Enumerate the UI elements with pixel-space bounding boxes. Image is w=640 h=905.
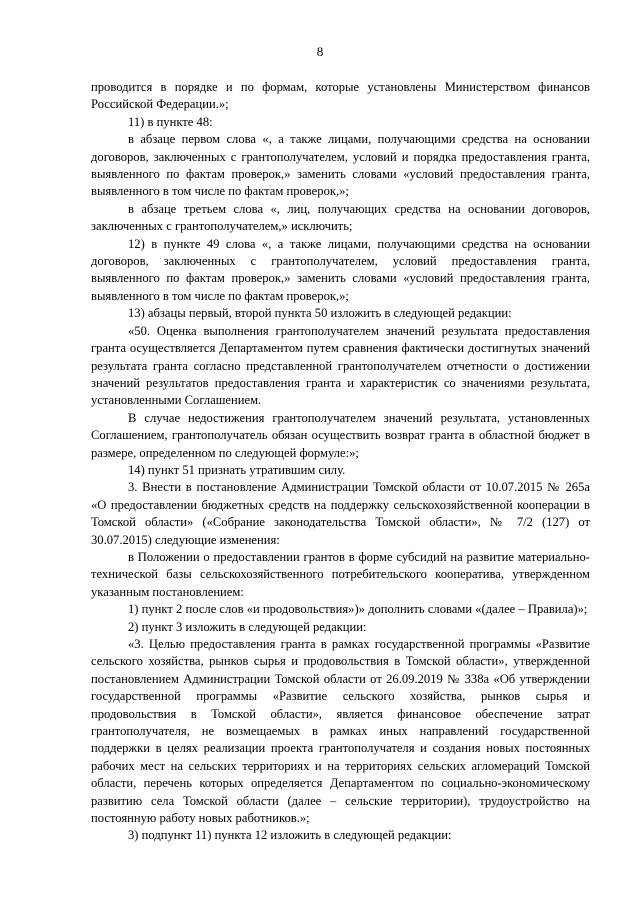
paragraph: 3) подпункт 11) пункта 12 изложить в следующей редакции: xyxy=(128,828,452,843)
paragraph: 3. Внести в постановление Администрации Томской области от 10.07.2015 № 265а «О предоставлении бюджетных средств на поддержку сельскохозяйственной кооперации в Томской области» («Собрание законодательства Томской области», № 7/2 (127) от 30.07.2015) следующие изменения: xyxy=(91,480,590,547)
paragraph: в Положении о предоставлении грантов в форме субсидий на развитие материально-технической базы сельскохозяйственного потребительского кооператива, утвержденном указанным постановлением: xyxy=(91,549,590,599)
paragraph: «3. Целью предоставления гранта в рамках государственной программы «Развитие сельского хозяйства, рынков сырья и продовольствия в Томской области», утвержденной постановлением Администрации Томской области от 26.09.2019 № 338а «Об утверждении государственной программы «Развитие сельского хозяйства, рынков сырья и продовольствия в Томской области», является финансовое обеспечение затрат грантополучателя, не возмещаемых в рамках иных направлений государственной поддержки в целях реализации проекта грантополучателя и создания новых постоянных рабочих мест на сельских территориях и на территориях сельских агломераций Томской области, перечень которых определяется Департаментом по социально-экономическому развитию села Томской области (далее – сельские территории), трудоустройство на постоянную работу новых работников.»; xyxy=(91,637,590,826)
paragraph: в абзаце первом слова «, а также лицами, получающими средства на основании договоров, заключенных с грантополучателем, условий и порядка предоставления гранта, выявленного по фактам проверок,» заменить словами «условий предоставления гранта, выявленного в том числе по фактам проверок,»; xyxy=(91,132,590,199)
paragraph: 13) абзацы первый, второй пункта 50 изложить в следующей редакции: xyxy=(128,306,512,321)
paragraph: 14) пункт 51 признать утратившим силу. xyxy=(128,462,346,477)
paragraph: В случае недостижения грантополучателем значений результата, установленных Соглашением, грантополучатель обязан осуществить возврат гранта в областной бюджет в размере, определенном по следующей формуле:»; xyxy=(91,410,590,460)
paragraph: «50. Оценка выполнения грантополучателем значений результата предоставления гранта осуществляется Департаментом путем сравнения фактически достигнутых значений результата гранта согласно представленной грантополучателем отчетности о достижении значений результатов предоставления гранта и характеристик со значениями результата, установленными Соглашением. xyxy=(91,323,590,408)
page-number: 8 xyxy=(316,44,324,59)
paragraph: 2) пункт 3 изложить в следующей редакции: xyxy=(128,619,367,634)
paragraph: в абзаце третьем слова «, лиц, получающих средства на основании договоров, заключенных с грантополучателем,» исключить; xyxy=(91,201,590,234)
document-body xyxy=(91,79,590,845)
paragraph: проводится в порядке и по формам, которые установлены Министерством финансов Российской Федерации.»; xyxy=(91,80,590,112)
paragraph: 12) в пункте 49 слова «, а также лицами, получающими средства на основании договоров, заключенных с грантополучателем, условий предоставления гранта, выявленного по фактам проверок,» заменить словами «условий предоставления гранта, выявленного в том числе по фактам проверок,»; xyxy=(91,236,590,303)
paragraph: 11) в пункте 48: xyxy=(128,114,213,129)
paragraph: 1) пункт 2 после слов «и продовольствия»)» дополнить словами «(далее – Правила)»; xyxy=(128,602,588,617)
